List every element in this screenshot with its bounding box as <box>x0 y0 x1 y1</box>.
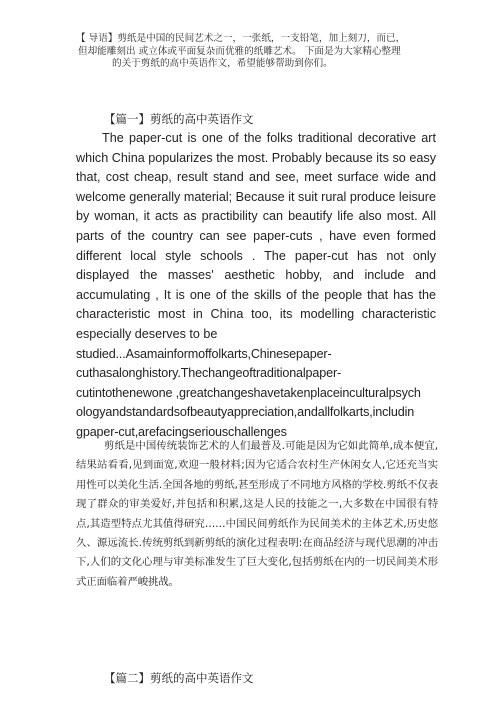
intro-line-1: 【 导语】剪纸是中国的民间艺术之一，一张纸，一支铅笔，加上刻刀，而已， <box>76 33 406 44</box>
intro-line-3: 的关于剪纸的高中英语作文，希望能够帮助到你们。 <box>112 58 333 70</box>
section-2-heading: 【篇二】剪纸的高中英语作文 <box>104 671 254 685</box>
english-run-5: gpaper-cut,arefacingseriouschallenges <box>76 424 287 439</box>
english-run-2: cuthasalonghistory.Thechangeoftraditionalpaper- <box>76 366 342 381</box>
section-1-heading: 【篇一】剪纸的高中英语作文 <box>104 112 254 126</box>
english-run-4: ologyandstandardsofbeautyappreciation,andallfolkarts,includin <box>76 405 415 420</box>
chinese-translation: 剪纸是中国传统装饰艺术的人们最普及.可能是因为它如此简单,成本便宜,结果站看看,见到面宽,欢迎一般材料;因为它适合农村生产休闲女人,它还充当实用性可以美化生活.全国各地的剪纸,甚至形成了不同地方风格的学校.剪纸不仅表现了群众的审美爱好,并包括和积累,这是人民的技能之一,大多数在中国很有特点,其造型特点尤其值得研究……中国民间剪纸作为民间美术的主体艺术,历史悠久、源远流长.传统剪纸到新剪纸的演化过程表明:在商品经济与现代思潮的冲击下,人们的文化心理与审美标准发生了巨大变化,包括剪纸在内的一切民间美术形式正面临着严峻挑战。 <box>76 440 438 588</box>
english-run-1: studied...Asamainformoffolkarts,Chinesepaper- <box>76 346 332 361</box>
intro-paragraph <box>76 33 436 71</box>
intro-line-2: 但却能雕刻出 或立体或平面复杂而优雅的纸雕艺术。 下面是为大家精心整理 <box>78 45 401 57</box>
english-essay <box>76 129 436 443</box>
english-run-3: cutintothenewone ,greatchangeshavetakenplaceinculturalpsych <box>76 385 421 400</box>
english-paragraph: The paper-cut is one of the folks traditional decorative art which China popularizes the most. Probably because its so easy that, cost cheap, result stand and see, meet surface wide and welcome generally material; Because it suit rural produce leisure by woman, it acts as practibility can beautify life also most. All parts of the country can see paper-cuts , have even formed different local style schools . The paper-cut has not only displayed the masses' aesthetic hobby, and include and accumulating , It is one of the skills of the people that has the characteristic most in China too, its modelling characteristic especially deserves to be <box>76 131 436 341</box>
